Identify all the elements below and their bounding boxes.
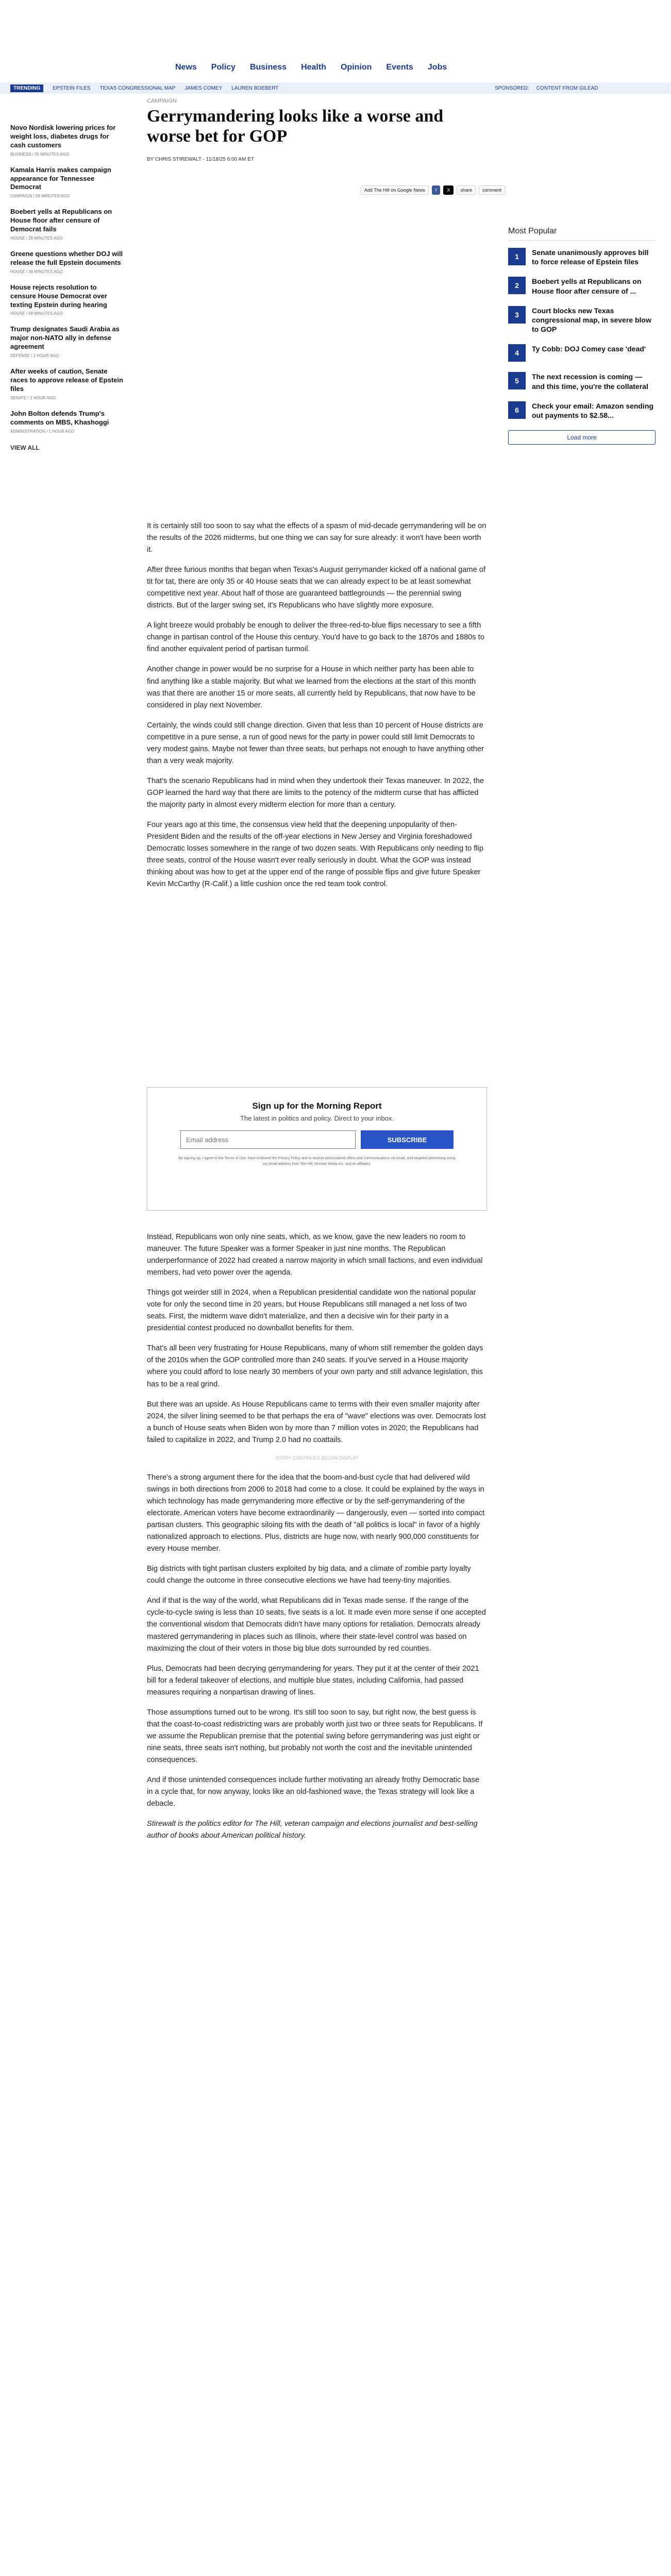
story-title[interactable]: John Bolton defends Trump's comments on MBS, Khashoggi [10,409,109,426]
story-meta: HOUSE / 58 MINUTES AGO [10,311,63,316]
story-title[interactable]: Greene questions whether DOJ will release the full Epstein documents [10,250,123,266]
rank-badge: 1 [508,248,526,265]
list-item[interactable] [10,250,124,274]
story-meta: ADMINISTRATION / 1 HOUR AGO [10,429,75,434]
list-item[interactable] [10,208,124,241]
list-item[interactable] [10,325,124,358]
nav-news[interactable]: News [175,63,197,72]
list-item[interactable] [10,283,124,316]
sponsored-link[interactable]: CONTENT FROM GILEAD [536,85,598,91]
rank-badge: 5 [508,372,526,389]
signup-disclaimer: By signing up, I agree to the Terms of Use, have reviewed the Privacy Policy and to receive personalized offers and communications via email, and targeted advertising using my email address from The Hill, Nexstar Media Inc. and its affiliates. [178,1157,456,1166]
article-paragraph: But there was an upside. As House Republicans came to terms with their even smaller majority after 2024, the silver lining seemed to be that perhaps the era of "wave" elections was over. Democrats lost a bunch of House seats when Biden won by more than 7 million votes in 2020; the Republicans had failed to capitalize in 2022, and Trump 2.0 had no coattails. [147,1400,486,1444]
list-item[interactable] [10,367,124,400]
page-title: Gerrymandering looks like a worse and worse bet for GOP [147,107,444,146]
story-meta: BUSINESS / 25 MINUTES AGO [10,151,69,157]
google-news-button[interactable]: Add The Hill on Google News [361,185,429,195]
article-body [147,520,487,899]
rank-badge: 6 [508,401,526,419]
signup-subtitle: The latest in politics and policy. Direct to your inbox. [240,1114,394,1122]
list-item[interactable] [508,306,656,334]
x-icon[interactable]: X [443,185,454,195]
story-title[interactable]: Novo Nordisk lowering prices for weight loss, diabetes drugs for cash customers [10,124,116,149]
rank-badge: 3 [508,306,526,324]
article-body-continued [147,1231,487,1850]
newsletter-signup [147,1087,487,1211]
most-popular-title: Most Popular [508,227,656,241]
trending-item[interactable]: TEXAS CONGRESSIONAL MAP [99,85,176,91]
trending-item[interactable]: JAMES COMEY [184,85,223,91]
facebook-icon[interactable]: f [432,185,441,195]
story-title[interactable]: After weeks of caution, Senate races to approve release of Epstein files [10,367,123,393]
article-paragraph: Instead, Republicans won only nine seats, which, as we know, gave the new leaders no room to maneuver. The future Speaker was a former Speaker in just nine months. The Republican underperformance of 2022 had created a narrow majority in which small factions, and even individual members, had veto power over the agenda. [147,1233,483,1277]
article-paragraph: Four years ago at this time, the consensus view held that the deepening unpopularity of then-President Biden and the results of the off-year elections in New Jersey and Virginia foreshadowed Democratic losses somewhere in the range of two dozen seats. With Republicans only needing to flip three seats, control of the House wasn't ever really seriously in doubt. What the GOP was instead thinking about was how to get at the upper end of the range of possible flips and give future Speaker Kevin McCarthy (R-Calif.) a little cushion once the red team took control. [147,820,484,889]
most-popular [508,227,656,445]
story-meta: SENATE / 1 HOUR AGO [10,395,56,400]
article-paragraph: That's the scenario Republicans had in mind when they undertook their Texas maneuver. In 2022, the GOP learned the hard way that there are limits to the potency of the midterm curse that has afflicted the majority party in almost every midterm election for more than a century. [147,776,484,809]
article-paragraph: After three furious months that began when Texas's August gerrymander kicked off a national game of tit for tat, there are only 35 or 40 House seats that we can already expect to be at least somewhat competitive next year. About half of those are guaranteed battlegrounds — the perennial swing districts. But of the larger swing set, it's Republicans who have slightly more exposure. [147,566,485,610]
popular-title[interactable]: Boebert yells at Republicans on House floor after censure of ... [532,277,642,295]
list-item[interactable] [508,277,656,295]
nav-health[interactable]: Health [301,63,326,72]
list-item[interactable] [10,124,124,157]
list-item[interactable] [10,410,124,434]
article-paragraph: Another change in power would be no surprise for a House in which neither party has been able to find anything like a stable majority. But what we learned from the elections at the start of this month was that there are another 15 or more seats, all currently held by Republicans, that now have to be considered in play next November. [147,665,476,709]
story-meta: CAMPAIGN / 28 MINUTES AGO [10,194,70,199]
nav-jobs[interactable]: Jobs [427,63,447,72]
share-bar [361,185,505,195]
story-meta: HOUSE / 38 MINUTES AGO [10,269,63,274]
article-paragraph: It is certainly still too soon to say what the effects of a spasm of mid-decade gerrymandering will be on the results of the 2026 midterms, but one thing we can say for sure already: it won't have been worth it. [147,522,487,554]
story-meta: DEFENSE / 1 HOUR AGO [10,353,59,359]
popular-title[interactable]: Check your email: Amazon sending out payments to $2.58... [532,401,653,419]
article-paragraph: And if those unintended consequences include further motivating an already frothy Democratic base in a cycle that, for now anyway, looks like an old-fashioned wave, the Texas strategy will look like a debacle. [147,1776,479,1808]
signup-title: Sign up for the Morning Report [252,1101,382,1111]
popular-title[interactable]: Senate unanimously approves bill to force release of Epstein files [532,248,649,266]
load-more-button[interactable]: Load more [508,430,656,445]
trending-item[interactable]: LAUREN BOEBERT [231,85,279,91]
author-bio: Stirewalt is the politics editor for The Hill, veteran campaign and elections journalist and best-selling author of books about American political history. [147,1820,478,1840]
list-item[interactable] [10,166,124,199]
article-paragraph: And if that is the way of the world, what Republicans did in Texas made sense. If the range of the cycle-to-cycle swing is less than 10 seats, five seats is a lot. It made even more sense if one accepted the conventional wisdom that Democrats didn't have many options for retaliation. Democrats already mastered gerrymandering in places such as Illinois, where their state-level control was based on maximizing the clout of their voters in those big blue dots surrounded by red counties. [147,1597,486,1653]
ad-separator: STORY CONTINUES BELOW DISPLAY [275,1455,359,1461]
popular-title[interactable]: Ty Cobb: DOJ Comey case 'dead' [532,345,646,353]
article-paragraph: Things got weirder still in 2024, when a Republican presidential candidate won the national popular vote for only the second time in 20 years, but House Republicans still managed a net loss of two seats. First, the midterm wave didn't materialize, and then a decisive win for their party in a presidential contest produced no downballot benefits for them. [147,1289,476,1333]
story-meta: HOUSE / 28 MINUTES AGO [10,236,63,241]
latest-news-column [10,124,124,451]
nav-business[interactable]: Business [249,63,287,72]
nav-opinion[interactable]: Opinion [340,63,372,72]
nav-policy[interactable]: Policy [211,63,236,72]
story-title[interactable]: House rejects resolution to censure House Democrat over texting Epstein during hearing [10,283,107,309]
subscribe-button[interactable]: SUBSCRIBE [361,1130,454,1149]
article-paragraph: Certainly, the winds could still change direction. Given that less than 10 percent of House districts are competitive in a pure sense, a run of good news for the party in power could still limit Democrats to very modest gains. Maybe not fewer than three seats, but perhaps not enough to have anything other than a very weak majority. [147,721,484,765]
trending-badge: TRENDING [10,84,43,92]
list-item[interactable] [508,372,656,391]
byline: BY CHRIS STIREWALT - 11/18/25 6:00 AM ET [147,157,254,163]
top-navigation [0,0,671,77]
story-title[interactable]: Boebert yells at Republicans on House floor after censure of Democrat fails [10,208,112,233]
share-icon[interactable]: share [457,185,476,195]
comment-icon[interactable]: comment [479,185,505,195]
main-nav [175,63,447,72]
article-category[interactable]: CAMPAIGN [147,98,177,104]
view-all-link[interactable]: VIEW ALL [10,444,40,451]
article-paragraph: That's all been very frustrating for House Republicans, many of whom still remember the golden days of the 2010s when the GOP controlled more than 240 seats. If you've served in a House majority where you could afford to lose nearly 30 members of your own party and still advance legislation, this has to be a real grind. [147,1344,483,1388]
email-field[interactable] [180,1130,356,1149]
popular-title[interactable]: Court blocks new Texas congressional map, in severe blow to GOP [532,306,651,334]
article-paragraph: Those assumptions turned out to be wrong. It's still too soon to say, but right now, the best guess is that the coast-to-coast redistricting wars are probably worth just two or three seats for Republicans. If we assume the Republican premise that the potential swing before gerrymandering was just eight or nine seats, three seats isn't nothing, but probably not worth the cost and the inevitable unintended consequences. [147,1708,483,1764]
trending-item[interactable]: EPSTEIN FILES [53,85,91,91]
story-title[interactable]: Trump designates Saudi Arabia as major non-NATO ally in defense agreement [10,325,120,351]
sponsored-label: SPONSORED: [495,85,529,91]
nav-events[interactable]: Events [386,63,413,72]
rank-badge: 2 [508,277,526,294]
list-item[interactable] [508,344,656,362]
article-paragraph: A light breeze would probably be enough to deliver the three-red-to-blue flips necessary to see a fifth change in partisan control of the House this century. You'd have to go back to the 1870s and 1880s to find another equivalent period of partisan turmoil. [147,621,484,654]
story-title[interactable]: Kamala Harris makes campaign appearance for Tennessee Democrat [10,165,111,191]
article-paragraph: Big districts with tight partisan clusters exploited by big data, and a climate of zombie party loyalty could change the outcome in three consecutive elections we have had teeny-tiny majorities. [147,1565,471,1585]
article-paragraph: Plus, Democrats had been decrying gerrymandering for years. They put it at the center of their 2021 bill for a federal takeover of elections, and multiple blue states, including California, had passed measures requiring a nonpartisan drawing of lines. [147,1664,479,1697]
trending-bar [0,82,671,94]
article-header [147,98,487,162]
popular-title[interactable]: The next recession is coming — and this time, you're the collateral [532,372,648,391]
rank-badge: 4 [508,344,526,362]
article-paragraph: There's a strong argument there for the idea that the boom-and-bust cycle that had delivered wild swings in both directions from 2006 to 2018 had come to a close. It could be explained by the ways in which technology has made gerrymandering more effective or by the self-gerrymandering of the electorate. American voters have become extraordinarily — dangerously, even — sorted into compact partisan clusters. This geographic siloing fits with the death of "all politics is local" in favor of a highly nationalized approach to elections. Plus, districts are huge now, with nearly 900,000 constituents for every House member. [147,1473,485,1553]
list-item[interactable] [508,401,656,420]
list-item[interactable] [508,248,656,266]
